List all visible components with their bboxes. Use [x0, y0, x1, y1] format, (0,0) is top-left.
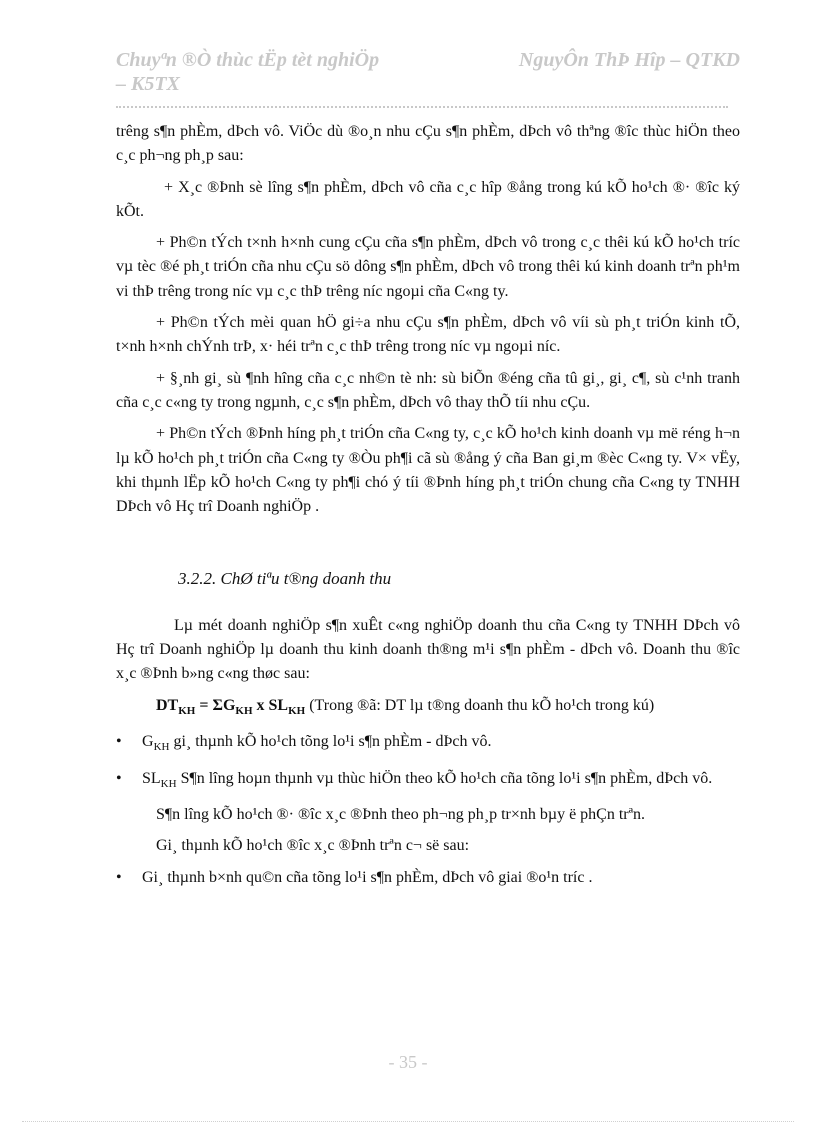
formula-sub: KH: [178, 704, 196, 717]
header-divider: [116, 106, 728, 108]
paragraph: + Ph©n tÝch ®Þnh híng ph¸t triÓn cña C«ng ty, c¸c kÕ ho¹ch kinh doanh vµ më réng h¬n lµ kÕ ho¹ch ph¸t triÓn cña C«ng ty ®Òu ph¶i cã sù ®ång ý cña Ban gi¸m ®èc C«ng ty. V× vËy, khi thµnh lËp kÕ ho¹ch C«ng ty ph¶i chó ý tíi ®Þnh híng ph¸t triÓn chung cña C«ng ty TNHH DÞch vô Hç trî Doanh nghiÖp .: [116, 425, 740, 516]
bullet-term: SL: [142, 769, 161, 787]
formula-sl: SL: [268, 696, 289, 714]
paragraph: + §¸nh gi¸ sù ¶nh hîng cña c¸c nh©n tè nh: sù biÕn ®éng cña tû gi¸, gi¸ c¶, sù c¹nh tranh cña c¸c c«ng ty trong ngµnh, c¸c s¶n phÈm, dÞch vô thay thÕ tíi nhu cÇu.: [116, 369, 740, 411]
formula: [116, 694, 740, 723]
bullet-icon: •: [116, 868, 122, 886]
bullet-text: Gi¸ thµnh b×nh qu©n cña tõng lo¹i s¶n phÈm, dÞch vô giai ®o¹n tríc .: [142, 868, 593, 886]
formula-sub: KH: [288, 704, 306, 717]
paragraph: Lµ mét doanh nghiÖp s¶n xuÊt c«ng nghiÖp doanh thu cña C«ng ty TNHH DÞch vô Hç trî Doanh nghiÖp lµ doanh thu kinh doanh th®ng m¹i s¶n phÈm - dÞch vô. Doanh thu ®îc x¸c ®Þnh b»ng c«ng thøc sau:: [116, 616, 740, 683]
formula-dt: DT: [156, 696, 179, 714]
page-header: [116, 48, 740, 100]
bullet-icon: •: [116, 733, 122, 751]
formula-g: ΣG: [212, 696, 236, 714]
list-item: [116, 730, 740, 759]
bullet-text: gi¸ thµnh kÕ ho¹ch tõng lo¹i s¶n phÈm - dÞch vô.: [169, 733, 492, 751]
section-heading: 3.2.2. ChØ tiªu t®ng doanh thu: [178, 569, 392, 589]
paragraph: + X¸c ®Þnh sè lîng s¶n phÈm, dÞch vô cña c¸c hîp ®ång trong kú kÕ ho¹ch ®· ®îc ký kÕt.: [116, 178, 740, 220]
paragraph: + Ph©n tÝch mèi quan hÖ gi÷a nhu cÇu s¶n phÈm, dÞch vô víi sù ph¸t triÓn kinh tÕ, t×nh h×nh chÝnh trÞ, x· héi trªn c¸c thÞ trêng trong níc vµ ngoµi níc.: [116, 314, 740, 356]
list-item: [116, 767, 740, 796]
formula-x: x: [252, 696, 269, 714]
list-item: [116, 866, 740, 890]
paragraph: + Ph©n tÝch t×nh h×nh cung cÇu cña s¶n phÈm, dÞch vô trong c¸c thêi kú kÕ ho¹ch tríc vµ tèc ®é ph¸t triÓn cña nhu cÇu sö dông s¶n phÈm, dÞch vô trong thêi kú kinh doanh trªn ph¹m vi thÞ trêng trong níc vµ c¸c thÞ trêng níc ngoµi cña C«ng ty.: [116, 234, 740, 300]
page-number: - 35 -: [388, 1052, 428, 1072]
formula-sub: KH: [235, 704, 253, 717]
header-author: NguyÔn ThÞ Hîp – QTKD: [518, 49, 740, 71]
bullet-term: G: [142, 733, 154, 751]
formula-eq: =: [195, 696, 213, 714]
paragraph: S¶n lîng kÕ ho¹ch ®· ®îc x¸c ®Þnh theo ph¬ng ph¸p tr×nh bµy ë phÇn trªn.: [156, 806, 646, 824]
footer-divider: [22, 1121, 794, 1122]
bullet-term-sub: KH: [160, 777, 177, 790]
formula-explanation: (Trong ®ã: DT lµ t®ng doanh thu kÕ ho¹ch trong kú): [305, 696, 655, 714]
paragraph: Gi¸ thµnh kÕ ho¹ch ®îc x¸c ®Þnh trªn c¬ së sau:: [156, 837, 470, 855]
document-body: [116, 120, 740, 897]
paragraph: trêng s¶n phÈm, dÞch vô. ViÖc dù ®o¸n nhu cÇu s¶n phÈm, dÞch vô thªng ®îc thùc hiÖn theo c¸c ph¬ng ph¸p sau:: [116, 123, 740, 165]
bullet-text: S¶n lîng hoµn thµnh vµ thùc hiÖn theo kÕ ho¹ch cña tõng lo¹i s¶n phÈm, dÞch vô.: [176, 769, 713, 787]
header-class: – K5TX: [116, 73, 180, 95]
bullet-icon: •: [116, 769, 122, 787]
bullet-term-sub: KH: [153, 741, 170, 754]
header-title: Chuyªn ®Ò thùc tËp tèt nghiÖp: [116, 49, 380, 71]
